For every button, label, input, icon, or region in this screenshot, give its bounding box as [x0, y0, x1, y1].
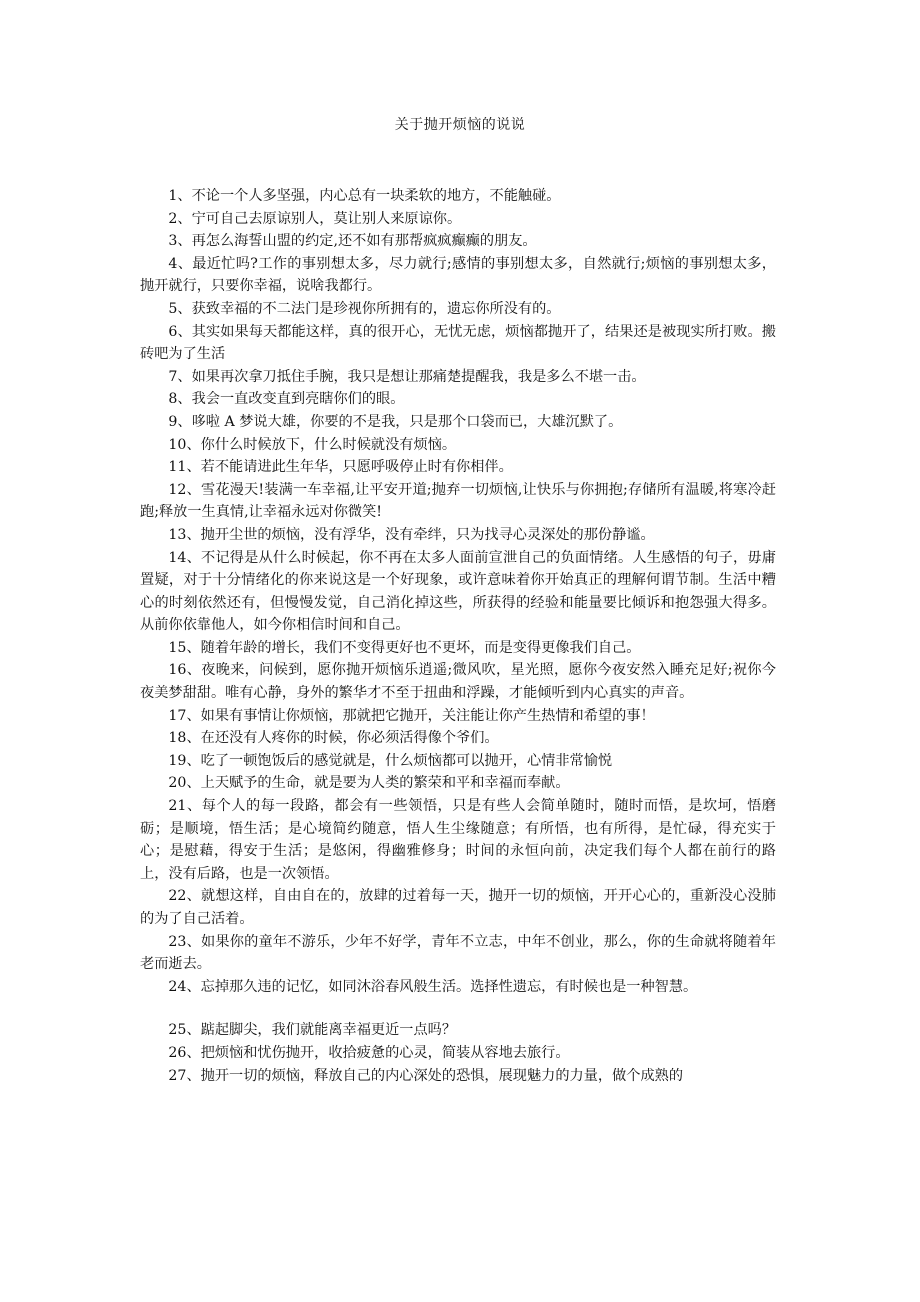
paragraph-22: 22、就想这样，自由自在的，放肆的过着每一天，抛开一切的烦恼，开开心心的，重新没心没肺的为了自己活着。 — [140, 888, 776, 927]
paragraph-2: 2、宁可自己去原谅别人，莫让别人来原谅你。 — [168, 210, 462, 227]
paragraph-17: 17、如果有事情让你烦恼，那就把它抛开，关注能让你产生热情和希望的事！ — [168, 707, 655, 724]
document-title: 关于抛开烦恼的说说 — [394, 117, 526, 133]
paragraph-5: 5、获致幸福的不二法门是珍视你所拥有的，遗忘你所没有的。 — [168, 300, 561, 317]
paragraph-14: 14、不记得是从什么时候起，你不再在太多人面前宣泄自己的负面情绪。人生感悟的句子，毋庸置疑，对于十分情绪化的你来说这是一个好现象，或许意味着你开始真正的理解何谓节制。生活中糟心的时刻依然还有，但慢慢发觉，自己消化掉这些，所获得的经验和能量要比倾诉和抱怨强大得多。从前你依靠他人，如今你相信时间和自己。 — [140, 549, 776, 634]
paragraph-6: 6、其实如果每天都能这样，真的很开心，无忧无虑，烦恼都抛开了，结果还是被现实所打败。搬砖吧为了生活 — [140, 323, 776, 363]
paragraph-27: 27、抛开一切的烦恼，释放自己的内心深处的恐惧，展现魅力的力量，做个成熟的 — [168, 1067, 684, 1084]
paragraph-10: 10、你什么时候放下，什么时候就没有烦恼。 — [168, 436, 457, 453]
paragraph-7: 7、如果再次拿刀抵住手腕，我只是想让那痛楚提醒我，我是多么不堪一击。 — [168, 368, 646, 385]
paragraph-1: 1、不论一个人多坚强，内心总有一块柔软的地方，不能触碰。 — [168, 188, 561, 204]
paragraph-23: 23、如果你的童年不游乐，少年不好学，青年不立志，中年不创业，那么，你的生命就将随着年老而逝去。 — [140, 933, 776, 973]
paragraph-3: 3、再怎么海誓山盟的约定,还不如有那帮疯疯癫癫的朋友。 — [168, 233, 537, 250]
paragraph-12: 12、雪花漫天!装满一车幸福,让平安开道;抛弃一切烦恼,让快乐与你拥抱;存储所有温暖,将寒冷赶跑;释放一生真情,让幸福永远对你微笑! — [140, 481, 776, 521]
paragraph-26: 26、把烦恼和忧伤抛开，收拾疲惫的心灵，简装从容地去旅行。 — [168, 1044, 570, 1061]
paragraph-20: 20、上天赋予的生命，就是要为人类的繁荣和平和幸福而奉献。 — [168, 775, 570, 792]
document-body — [140, 185, 776, 1087]
paragraph-15: 15、随着年龄的增长，我们不变得更好也不更坏，而是变得更像我们自己。 — [168, 639, 641, 656]
paragraph-19: 19、吃了一顿饱饭后的感觉就是，什么烦恼都可以抛开，心情非常愉悦 — [168, 752, 613, 769]
paragraph-11: 11、若不能请进此生年华，只愿呼吸停止时有你相伴。 — [168, 459, 513, 476]
paragraph-21: 21、每个人的每一段路，都会有一些领悟，只是有些人会简单随时，随时而悟，是坎坷，悟磨砺；是顺境，悟生活；是心境简约随意，悟人生尘缘随意；有所悟，也有所得，是忙碌，得充实于心；是慰藉，得安于生活；是悠闲，得幽雅修身；时间的永恒向前，决定我们每个人都在前行的路上，没有后路，也是一次领悟。 — [140, 798, 776, 882]
paragraph-24: 24、忘掉那久违的记忆，如同沐浴春风般生活。选择性遗忘，有时候也是一种智慧。 — [168, 978, 698, 995]
paragraph-18: 18、在还没有人疼你的时候，你必须活得像个爷们。 — [168, 730, 499, 747]
paragraph-8: 8、我会一直改变直到亮瞎你们的眼。 — [168, 391, 405, 408]
paragraph-13: 13、抛开尘世的烦恼，没有浮华，没有牵绊，只为找寻心灵深处的那份静谧。 — [168, 526, 655, 543]
paragraph-4: 4、最近忙吗?工作的事别想太多，尽力就行;感情的事别想太多，自然就行;烦恼的事别想太多，抛开就行，只要你幸福，说啥我都行。 — [140, 255, 776, 295]
paragraph-gap — [140, 998, 776, 1019]
paragraph-9: 9、哆啦 A 梦说大雄，你要的不是我，只是那个口袋而已，大雄沉默了。 — [168, 413, 623, 430]
paragraph-25: 25、踮起脚尖，我们就能离幸福更近一点吗？ — [168, 1022, 457, 1039]
paragraph-16: 16、夜晚来，问候到，愿你抛开烦恼乐逍遥;微风吹，星光照，愿你今夜安然入睡充足好;祝你今夜美梦甜甜。唯有心静，身外的繁华才不至于扭曲和浮躁，才能倾听到内心真实的声音。 — [140, 662, 776, 702]
